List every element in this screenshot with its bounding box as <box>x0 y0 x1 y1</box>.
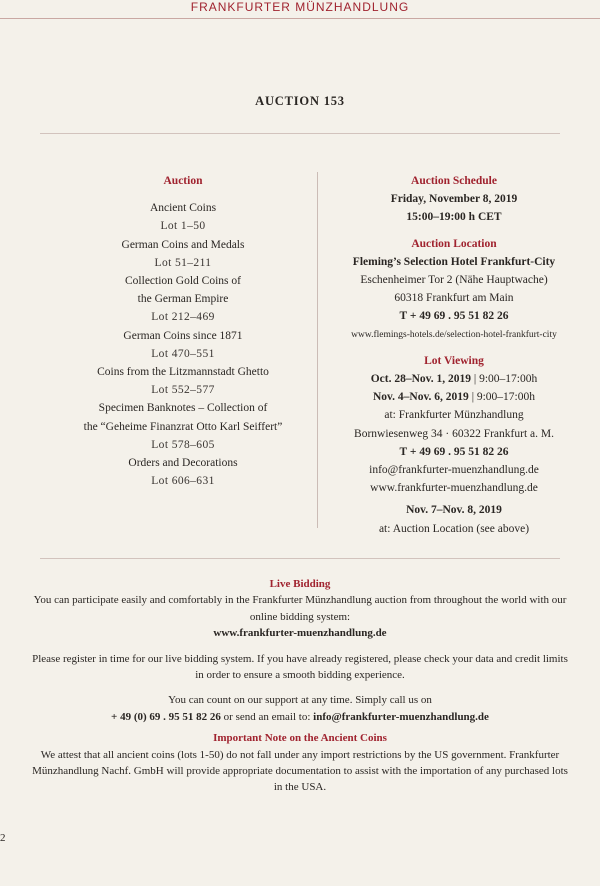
viewing-date-3: Nov. 7–Nov. 8, 2019 <box>406 504 502 517</box>
schedule-heading: Auction Schedule <box>411 175 497 187</box>
section-lots: Lot 470–551 <box>151 347 215 360</box>
section-lots: Lot 1–50 <box>160 220 206 233</box>
live-bidding-intro: You can participate easily and comfortably in the Frankfurter Münzhandlung auction from throughout the world with our online bidding system: <box>33 594 567 623</box>
viewing-hours-1: | 9:00–17:00h <box>471 373 538 386</box>
section-name: Specimen Banknotes – Collection of <box>98 402 268 415</box>
divider-top <box>40 133 560 134</box>
auction-info <box>318 172 590 538</box>
viewing-heading: Lot Viewing <box>424 354 484 367</box>
section-lots: Lot 552–577 <box>151 384 215 397</box>
viewing-email[interactable]: info@frankfurter-muenzhandlung.de <box>369 464 539 477</box>
viewing-date-1: Oct. 28–Nov. 1, 2019 <box>370 373 472 386</box>
header <box>0 0 600 14</box>
section-name: the German Empire <box>137 293 229 306</box>
section-lots: Lot 578–605 <box>151 438 215 451</box>
location-phone: T + 49 69 . 95 51 82 26 <box>399 310 509 323</box>
viewing-at: at: Frankfurter Münzhandlung <box>384 409 524 422</box>
schedule-date: Friday, November 8, 2019 <box>390 193 518 206</box>
section-lots: Lot 606–631 <box>151 475 215 488</box>
section-name: German Coins and Medals <box>121 238 245 251</box>
section-name: German Coins since 1871 <box>123 329 243 342</box>
section-lots: Lot 51–211 <box>154 256 212 269</box>
note-heading: Important Note on the Ancient Coins <box>213 732 387 745</box>
section-lots: Lot 212–469 <box>151 311 215 324</box>
note-text: We attest that all ancient coins (lots 1-50) do not fall under any import restrictions by the US government. Frankfurter Münzhandlung Nachf. GmbH will provide appropriate documentation to assist with the importation of any purchased lots in the USA. <box>32 748 568 794</box>
viewing-date-2: Nov. 4–Nov. 6, 2019 <box>372 391 469 404</box>
section-name: Coins from the Litzmannstadt Ghetto <box>97 366 269 379</box>
section-name: the “Geheime Finanzrat Otto Karl Seiffert” <box>83 420 283 433</box>
viewing-phone: T + 49 69 . 95 51 82 26 <box>399 445 509 458</box>
viewing-web[interactable]: www.frankfurter-muenzhandlung.de <box>370 482 538 495</box>
viewing-hours-2: | 9:00–17:00h <box>468 391 536 404</box>
header-rule <box>0 18 600 19</box>
section-name: Ancient Coins <box>149 202 217 215</box>
section-name: Orders and Decorations <box>128 457 238 470</box>
viewing-at-3: at: Auction Location (see above) <box>378 522 530 535</box>
auction-heading: Auction <box>163 175 203 187</box>
page-number: 2 <box>0 832 6 844</box>
live-bidding-url[interactable]: www.frankfurter-muenzhandlung.de <box>213 627 387 640</box>
location-url[interactable]: www.flemings-hotels.de/selection-hotel-frankfurt-city <box>351 329 557 340</box>
schedule-time: 15:00–19:00 h CET <box>406 211 502 224</box>
location-name: Fleming’s Selection Hotel Frankfurt-City <box>352 255 556 268</box>
live-bidding-heading: Live Bidding <box>269 578 331 590</box>
contact-or: or send an email to: <box>220 710 314 723</box>
auction-contents <box>60 172 306 490</box>
viewing-dates-1 <box>318 370 590 388</box>
viewing-address: Bornwiesenweg 34 · 60322 Frankfurt a. M. <box>354 427 554 440</box>
location-heading: Auction Location <box>411 237 497 250</box>
page-title: AUCTION 153 <box>255 94 345 108</box>
live-bidding-support: You can count on our support at any time. Simply call us on <box>168 694 432 707</box>
section-name: Collection Gold Coins of <box>125 275 241 288</box>
location-street: Eschenheimer Tor 2 (Nähe Hauptwache) <box>360 274 548 287</box>
divider-bottom <box>40 558 560 559</box>
live-bidding-register: Please register in time for our live bidding system. If you have already registered, please check your data and credit limits in order to ensure a smooth bidding experience. <box>32 652 568 682</box>
brand-name: FRANKFURTER MÜNZHANDLUNG <box>183 0 417 14</box>
location-city: 60318 Frankfurt am Main <box>394 292 514 305</box>
live-bidding-contact <box>30 709 570 725</box>
support-email[interactable]: info@frankfurter-muenzhandlung.de <box>313 710 489 723</box>
support-phone: + 49 (0) 69 . 95 51 82 26 <box>111 710 221 723</box>
live-bidding-section <box>30 576 570 796</box>
viewing-dates-2 <box>318 388 590 406</box>
